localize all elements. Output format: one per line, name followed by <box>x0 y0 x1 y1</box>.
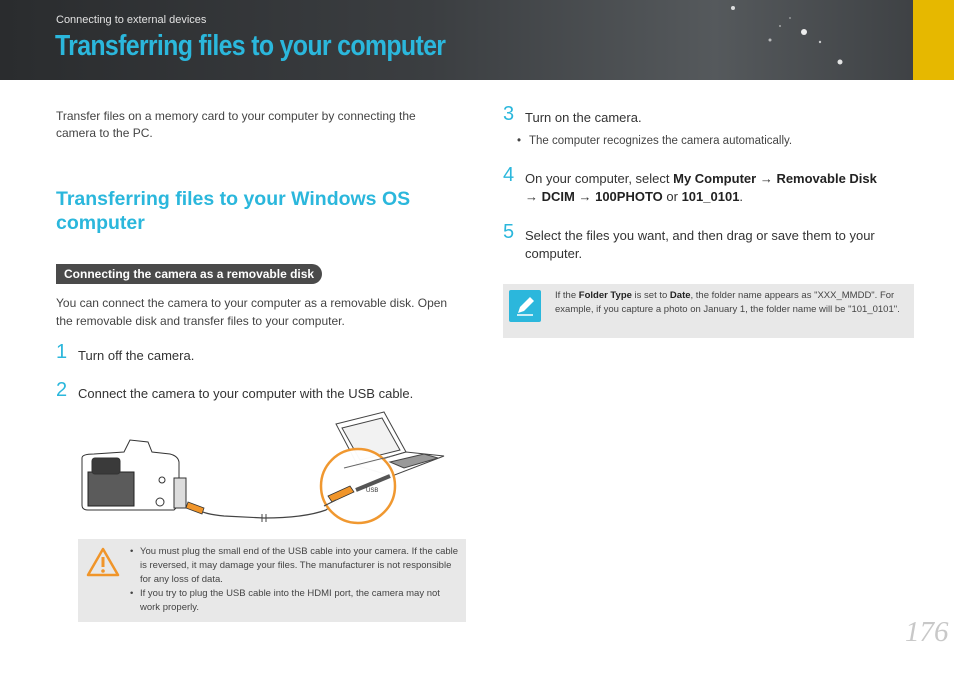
path-dcim: DCIM <box>541 189 575 204</box>
warning-icon <box>86 547 120 577</box>
step-number: 1 <box>56 341 68 363</box>
camera-icon <box>82 440 186 510</box>
subheading-pill: Connecting the camera as a removable disk <box>56 264 322 284</box>
page-header <box>0 0 954 80</box>
path-100photo: 100PHOTO <box>595 189 663 204</box>
warning-item: • You must plug the small end of the USB cable into your camera. If the cable is reversed, it may damage your files. The manufacturer is not responsible for any loss of data. <box>130 545 460 587</box>
warning-box <box>78 539 466 622</box>
warning-item: • If you try to plug the USB cable into the HDMI port, the camera may not work properly. <box>130 587 460 615</box>
path-removable-disk: Removable Disk <box>776 171 877 186</box>
warning-list <box>130 545 460 615</box>
sparkle-decoration <box>700 0 914 80</box>
section-description: You can connect the camera to your computer as a removable disk. Open the removable disk and transfer files to your computer. <box>56 296 448 328</box>
note-box <box>503 284 914 338</box>
step-text: Turn on the camera. <box>525 110 642 125</box>
step-text: Turn off the camera. <box>78 348 195 363</box>
section-heading: Transferring files to your Windows OS computer <box>56 188 411 234</box>
step-number: 4 <box>503 164 515 186</box>
step-text: Connect the camera to your computer with the USB cable. <box>78 386 414 401</box>
path-my-computer: My Computer <box>673 171 757 186</box>
step-number: 2 <box>56 379 68 401</box>
breadcrumb: Connecting to external devices <box>56 14 207 26</box>
step-text: On your computer, select My Computer → Removable Disk → DCIM → 100PHOTO or 101_0101. <box>525 171 877 204</box>
page-number: 176 <box>905 616 949 648</box>
chapter-tab <box>913 0 954 80</box>
path-101-0101: 101_0101 <box>681 189 740 204</box>
camera-usb-laptop-illustration <box>74 410 454 530</box>
step-number: 3 <box>503 103 515 125</box>
step-number: 5 <box>503 221 515 243</box>
step-3-bullet: • The computer recognizes the camera automatically. <box>529 135 792 147</box>
pencil-icon <box>509 290 541 322</box>
usb-port-label: USB <box>366 488 379 494</box>
intro-text: Transfer files on a memory card to your computer by connecting the camera to the PC. <box>56 109 416 140</box>
note-text: If the Folder Type is set to Date, the folder name appears as "XXX_MMDD". For example, if you capture a photo on January 1, the folder name will be "101_0101". <box>555 290 900 315</box>
step-text: Select the files you want, and then drag or save them to your computer. <box>525 228 875 261</box>
page-title: Transferring files to your computer <box>55 30 446 62</box>
